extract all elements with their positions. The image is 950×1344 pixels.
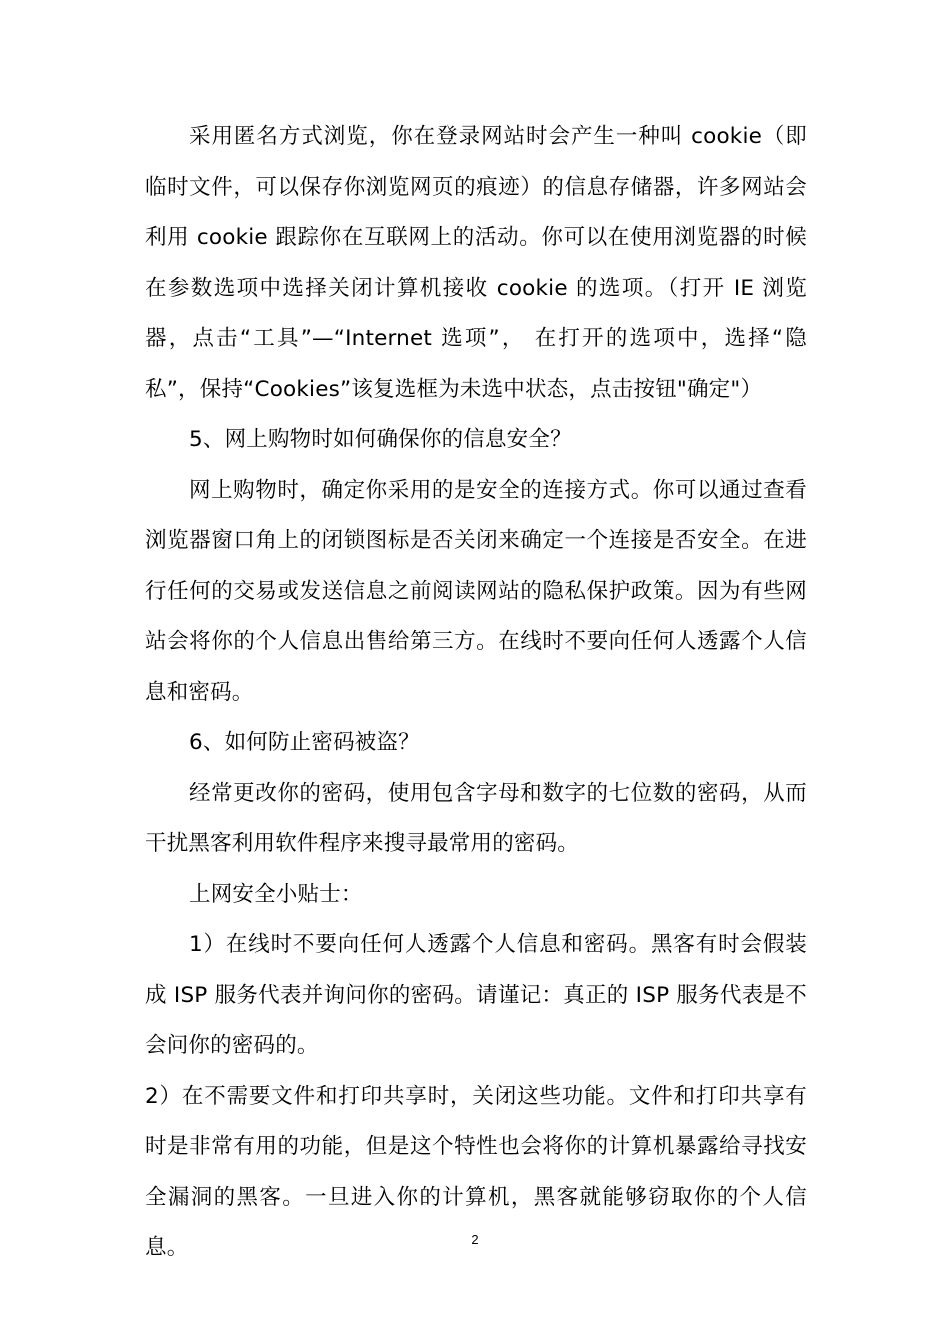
heading-password-theft: 6、如何防止密码被盗？ xyxy=(189,730,420,755)
paragraph-change-password: 经常更改你的密码，使用包含字母和数字的七位数的密码，从而干扰黑客利用软件程序来搜寻最常用的密码。 xyxy=(145,780,807,856)
document-body xyxy=(145,112,807,1274)
tip-item-2: 2）在不需要文件和打印共享时，关闭这些功能。文件和打印共享有时是非常有用的功能，但是这个特性也会将你的计算机暴露给寻找安全漏洞的黑客。一旦进入你的计算机，黑客就能够窃取你的个人信息。 xyxy=(145,1083,807,1260)
paragraph-cookie-anonymous-browsing: 采用匿名方式浏览，你在登录网站时会产生一种叫 cookie（即临时文件，可以保存你浏览网页的痕迹）的信息存储器，许多网站会利用 cookie 跟踪你在互联网上的活动。你可以在使用浏览器的时候在参数选项中选择关闭计算机接收 cookie 的选项。（打开 IE 浏览器，点击“工具”—“Internet 选项”， 在打开的选项中，选择“隐私”，保持“Cookies”该复选框为未选中状态，点击按钮"确定"） xyxy=(145,124,807,402)
page-number: 2 xyxy=(471,1232,479,1247)
tip-item-1: 1）在线时不要向任何人透露个人信息和密码。黑客有时会假装成 ISP 服务代表并询问你的密码。请谨记：真正的 ISP 服务代表是不会问你的密码的。 xyxy=(145,932,807,1058)
heading-safety-tips: 上网安全小贴士： xyxy=(189,881,363,907)
heading-online-shopping-security: 5、网上购物时如何确保你的信息安全？ xyxy=(189,427,572,452)
paragraph-online-shopping: 网上购物时，确定你采用的是安全的连接方式。你可以通过查看浏览器窗口角上的闭锁图标是否关闭来确定一个连接是否安全。在进行任何的交易或发送信息之前阅读网站的隐私保护政策。因为有些网站会将你的个人信息出售给第三方。在线时不要向任何人透露个人信息和密码。 xyxy=(145,477,807,705)
